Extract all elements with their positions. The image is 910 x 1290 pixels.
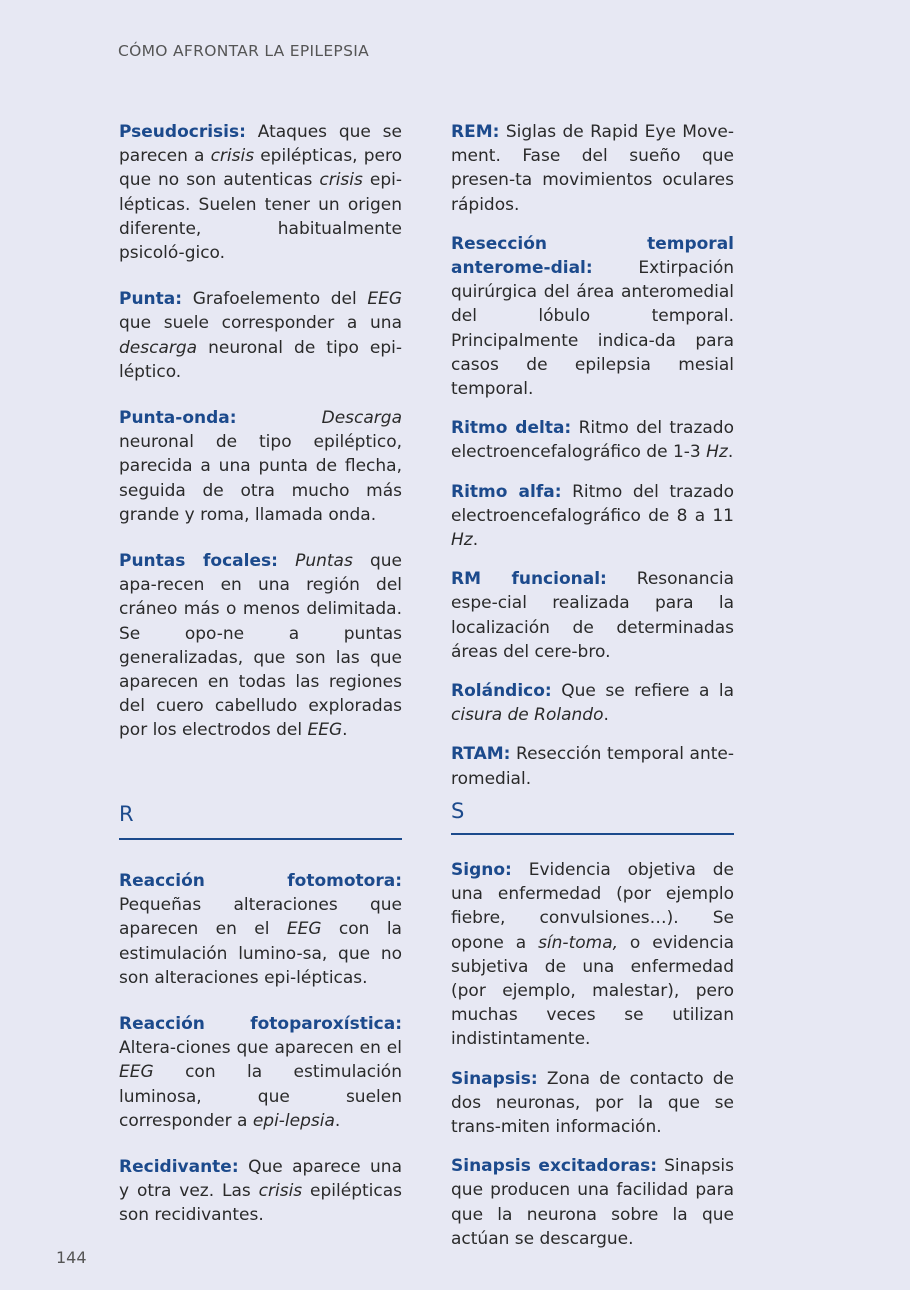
glossary-term: Pseudocrisis: [119,122,246,142]
glossary-entry [119,1155,402,1228]
glossary-definition: Que se refiere a la cisura de Rolando. [451,681,735,726]
glossary-definition: Pequeñas alteraciones que aparecen en el EEG con la estimulación lumino-sa, que no son alteraciones epi-lépticas. [119,895,402,988]
running-header: CÓMO AFRONTAR LA EPILEPSIA [118,42,369,60]
glossary-definition: Extirpación quirúrgica del área anteromedial del lóbulo temporal. Principalmente indica-da para casos de epilepsia mesial temporal. [451,258,734,400]
glossary-term: Resección temporal anterome-dial: [451,233,734,279]
glossary-term: REM: [451,122,500,142]
glossary-term: Rolándico: [451,681,552,702]
glossary-definition: Sinapsis que producen una facilidad para que la neurona sobre la que actúan se descargue. [451,1156,735,1249]
glossary-term: Puntas focales: [119,551,278,572]
left-bottom-column [119,869,402,1228]
section-rule-s [451,833,734,835]
section-letter-s: S [451,799,465,823]
glossary-term: Ritmo alfa: [451,481,562,502]
glossary-definition: Resección temporal ante-romedial. [451,744,734,789]
section-letter-r: R [119,802,134,826]
glossary-entry [451,742,734,790]
glossary-term: Ritmo delta: [451,418,572,439]
glossary-definition: Que aparece una y otra vez. Las crisis epilépticas son recidivantes. [119,1157,402,1226]
glossary-entry [119,869,402,990]
glossary-entry [119,406,402,527]
glossary-definition: Puntas que apa-recen en una región del cráneo más o menos delimitada. Se opo-ne a puntas generalizadas, que son las que aparecen en todas las regiones del cuero cabelludo exploradas por los electrodos del EEG. [119,551,402,741]
glossary-term: Signo: [451,860,512,880]
glossary-definition: Zona de contacto de dos neuronas, por la que se trans-miten información. [451,1068,734,1138]
glossary-term: Reacción fotoparoxística: [119,1014,402,1035]
glossary-entry [451,1154,734,1251]
glossary-definition: Ataques que se parecen a crisis epilépticas, pero que no son autenticas crisis epi-lépticas. Suelen tener un origen diferente, habitualmente psicoló-gico. [119,122,402,264]
page-number: 144 [56,1248,87,1267]
glossary-definition: Altera-ciones que aparecen en el EEG con la estimulación luminosa, que suelen corresponder a epi-lepsia. [119,1038,402,1131]
glossary-definition: Evidencia objetiva de una enfermedad (por ejemplo fiebre, convulsiones…). Se opone a sín-toma, o evidencia subjetiva de una enfermedad (por ejemplo, malestar), pero muchas veces se utilizan indistintamente. [451,860,735,1050]
glossary-definition: Ritmo del trazado electroencefalográfico de 1-3 Hz. [451,418,734,463]
left-top-column [119,120,402,743]
glossary-entry [119,287,402,384]
glossary-term: RM funcional: [451,569,607,590]
glossary-term: Sinapsis: [451,1068,538,1089]
glossary-entry [451,679,734,727]
right-bottom-column [451,858,734,1251]
glossary-term: Sinapsis excitadoras: [451,1156,658,1177]
glossary-term: RTAM: [451,744,511,765]
glossary-entry [451,120,734,217]
glossary-entry [451,480,734,553]
glossary-entry [451,858,734,1052]
glossary-entry [119,120,402,265]
glossary-entry [451,567,734,664]
glossary-entry [451,232,734,401]
glossary-entry [451,1067,734,1140]
glossary-definition: Grafoelemento del EEG que suele corresponder a una descarga neuronal de tipo epi-léptico. [119,289,403,382]
glossary-term: Reacción fotomotora: [119,871,402,891]
glossary-term: Punta-onda: [119,408,237,429]
glossary-definition: Siglas de Rapid Eye Move-ment. Fase del sueño que presen-ta movimientos oculares rápidos. [451,122,735,215]
glossary-entry [119,1012,402,1133]
glossary-definition: Ritmo del trazado electroencefalográfico de 8 a 11 Hz. [451,481,734,551]
glossary-entry [451,416,734,464]
glossary-term: Recidivante: [119,1157,239,1178]
glossary-term: Punta: [119,289,183,310]
right-top-column [451,120,734,791]
glossary-definition: Descarga neuronal de tipo epiléptico, parecida a una punta de flecha, seguida de otra mucho más grande y roma, llamada onda. [119,408,402,525]
glossary-entry [119,549,402,743]
section-rule-r [119,838,402,840]
glossary-definition: Resonancia espe-cial realizada para la localización de determinadas áreas del cere-bro. [451,569,734,662]
